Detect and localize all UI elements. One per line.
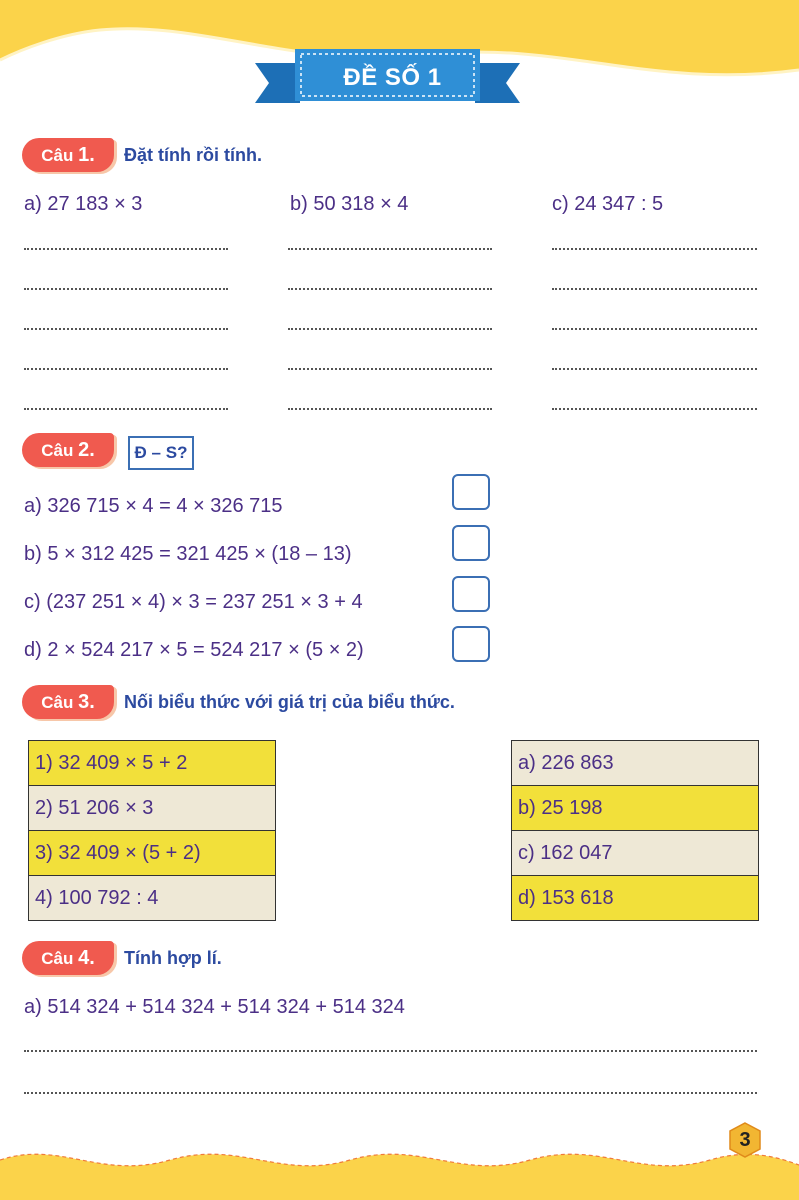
q1-item-c: c) 24 347 : 5 [552, 193, 664, 215]
expression-2[interactable]: 2) 51 206 × 3 [29, 786, 276, 831]
answer-line[interactable] [24, 1092, 757, 1094]
answer-line[interactable] [24, 408, 228, 410]
answer-line[interactable] [288, 288, 492, 290]
expressions-table [28, 740, 276, 921]
page-number: 3 [739, 1129, 751, 1151]
answer-line[interactable] [552, 408, 757, 410]
badge-word: Câu [41, 441, 74, 460]
question-4-title: Tính hợp lí. [124, 948, 222, 968]
footer-decoration [0, 1120, 799, 1200]
answer-line[interactable] [24, 1050, 757, 1052]
value-b[interactable]: b) 25 198 [512, 786, 759, 831]
value-c[interactable]: c) 162 047 [512, 831, 759, 876]
answer-line[interactable] [288, 248, 492, 250]
answer-line[interactable] [288, 368, 492, 370]
badge-number: 2. [78, 439, 95, 461]
answer-box-b[interactable] [452, 525, 490, 561]
badge-word: Câu [41, 693, 74, 712]
badge-word: Câu [41, 146, 74, 165]
q1-item-b: b) 50 318 × 4 [290, 193, 409, 215]
q2-item-a: a) 326 715 × 4 = 4 × 326 715 [24, 495, 283, 517]
badge-number: 3. [78, 691, 95, 713]
answer-line[interactable] [24, 288, 228, 290]
question-1-title: Đặt tính rồi tính. [124, 145, 262, 165]
answer-line[interactable] [288, 328, 492, 330]
question-badge-4 [22, 941, 114, 975]
expression-1[interactable]: 1) 32 409 × 5 + 2 [29, 741, 276, 786]
question-badge-2 [22, 433, 114, 467]
answer-line[interactable] [288, 408, 492, 410]
q2-item-b: b) 5 × 312 425 = 321 425 × (18 – 13) [24, 543, 352, 565]
expression-4[interactable]: 4) 100 792 : 4 [29, 876, 276, 921]
q2-item-c: c) (237 251 × 4) × 3 = 237 251 × 3 + 4 [24, 591, 363, 613]
q4-item-a: a) 514 324 + 514 324 + 514 324 + 514 324 [24, 996, 405, 1018]
question-badge-1 [22, 138, 114, 172]
values-table [511, 740, 759, 921]
badge-number: 1. [78, 144, 95, 166]
answer-line[interactable] [24, 328, 228, 330]
question-3-title: Nối biểu thức với giá trị của biểu thức. [124, 692, 455, 712]
q1-item-a: a) 27 183 × 3 [24, 193, 143, 215]
badge-word: Câu [41, 949, 74, 968]
page-title: ĐỀ SỐ 1 [343, 64, 442, 91]
value-a[interactable]: a) 226 863 [512, 741, 759, 786]
question-2-title: Đ – S? [128, 436, 194, 470]
answer-box-a[interactable] [452, 474, 490, 510]
answer-line[interactable] [552, 248, 757, 250]
answer-line[interactable] [552, 328, 757, 330]
answer-box-c[interactable] [452, 576, 490, 612]
answer-line[interactable] [552, 288, 757, 290]
expression-3[interactable]: 3) 32 409 × (5 + 2) [29, 831, 276, 876]
answer-line[interactable] [552, 368, 757, 370]
badge-number: 4. [78, 947, 95, 969]
answer-line[interactable] [24, 368, 228, 370]
q2-item-d: d) 2 × 524 217 × 5 = 524 217 × (5 × 2) [24, 639, 364, 661]
answer-box-d[interactable] [452, 626, 490, 662]
value-d[interactable]: d) 153 618 [512, 876, 759, 921]
question-badge-3 [22, 685, 114, 719]
answer-line[interactable] [24, 248, 228, 250]
